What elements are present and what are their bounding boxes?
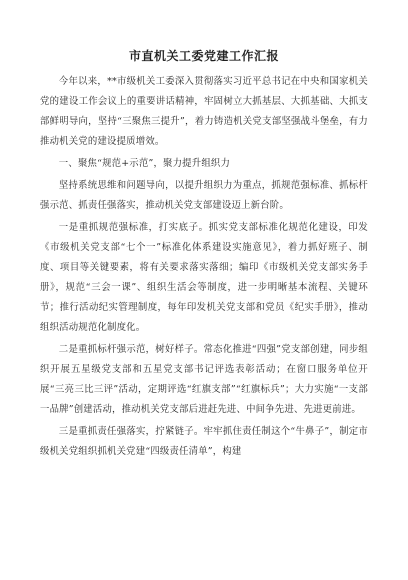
point-two-paragraph: 二是重抓标杆强示范，树好样子。常态化推进“四强”党支部创建，同步组织开展五星级党支部和五星党支部书记评选表彰活动；在窗口服务单位开展“三亮三比三评”活动，定期评选“红旗支部”“红旗标兵”；大力实施“一支部一品牌”创建活动，推动机关党支部后进赶先进、中间争先进、先进更前进。 [40, 344, 368, 415]
intro-paragraph: 今年以来，**市级机关工委深入贯彻落实习近平总书记在中央和国家机关党的建设工作会议上的重要讲话精神，牢固树立大抓基层、大抓基础、大抓支部鲜明导向，坚持“三聚焦三提升”，着力铸造机关党支部坚强战斗堡垒，有力推动机关党的建设提质增效。 [40, 76, 368, 147]
point-three-paragraph: 三是重抓责任强落实，拧紧链子。牢牢抓住责任制这个“牛鼻子”，制定市级机关党组织抓机关党建“四级责任清单”，构建 [40, 426, 368, 457]
document-title: 市直机关工委党建工作汇报 [128, 49, 279, 63]
section-body-paragraph: 坚持系统思维和问题导向，以提升组织力为重点，抓规范强标准、抓标杆强示范、抓责任强落实，推动机关党支部建设迈上新台阶。 [40, 180, 368, 211]
point-one-paragraph: 一是重抓规范强标准，打实底子。抓实党支部标准化规范化建设，印发《市级机关党支部“七个一”标准化体系建设实施意见》，着力抓好班子、制度、项目等关键要素，将有关要求落实落细；编印《市级机关党支部实务手册》，规范“三会一课”、组织生活会等制度，进一步明晰基本流程、关键环节；推行活动纪实管理制度，每年印发机关党支部和党员《纪实手册》，推动组织活动规范化制度化。 [40, 222, 368, 333]
section-heading: 一、聚焦“规范+示范”，聚力提升组织力 [58, 158, 231, 169]
